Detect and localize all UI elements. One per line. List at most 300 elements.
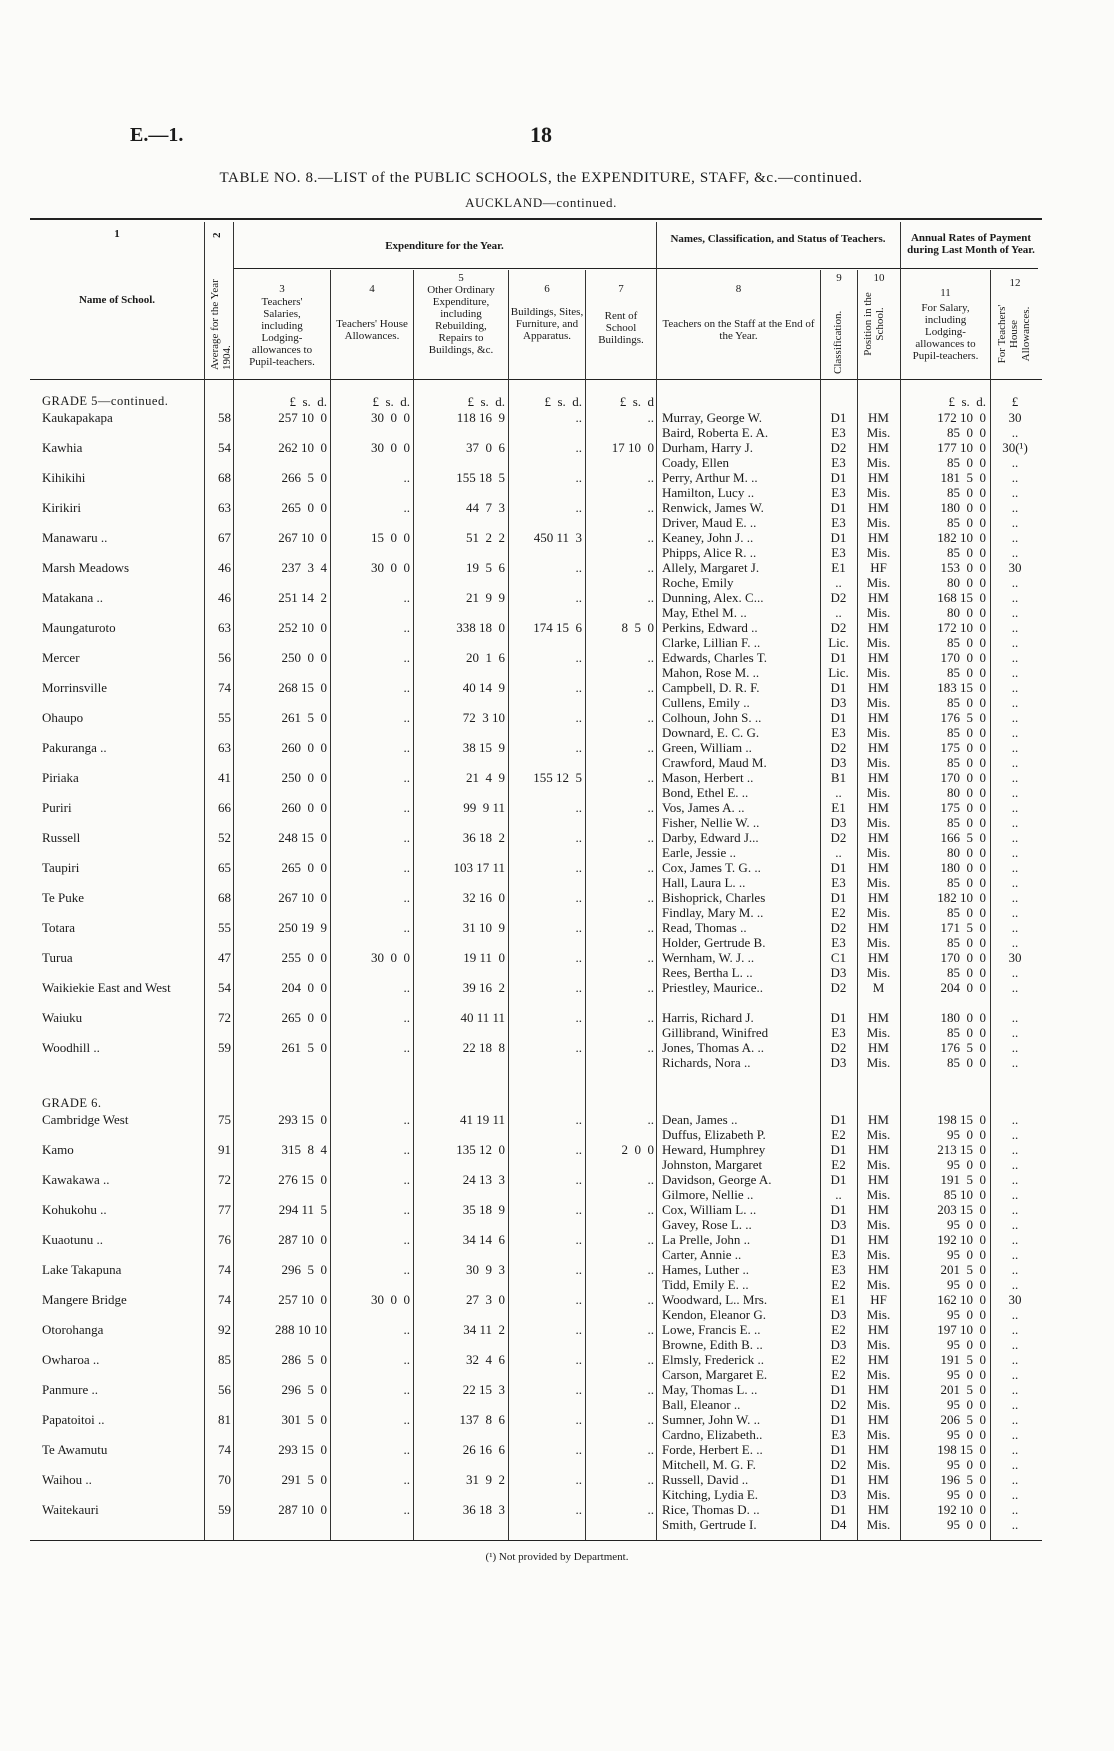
teacher-position: HM — [868, 440, 889, 455]
teacher-name: Allely, Margaret J. — [662, 560, 760, 575]
teacher-salary-rate: 213 15 0 — [937, 1142, 986, 1157]
teacher-classification: D2 — [830, 830, 847, 845]
col10-number: 10 — [873, 272, 885, 284]
teacher-name: Driver, Maud E. .. — [662, 515, 757, 530]
teacher-name: Cox, James T. G. .. — [662, 860, 761, 875]
house-allowances: .. — [403, 830, 410, 845]
house-allowances: .. — [403, 1322, 410, 1337]
teacher-salary-rate: 191 5 0 — [940, 1172, 986, 1187]
rent: 2 0 0 — [621, 1142, 654, 1157]
rent: .. — [647, 1202, 654, 1217]
teachers-salaries: 260 0 0 — [281, 740, 327, 755]
teacher-position: Mis. — [866, 815, 891, 830]
other-expenditure: 38 15 9 — [462, 740, 505, 755]
teacher-house-allowance-rate: .. — [1011, 500, 1019, 515]
school-name: Papatoitoi .. — [42, 1412, 105, 1427]
teacher-salary-rate: 180 0 0 — [940, 1010, 986, 1025]
teachers-salaries: 265 0 0 — [281, 1010, 327, 1025]
teacher-salary-rate: 176 5 0 — [940, 1040, 986, 1055]
teacher-salary-rate: 204 0 0 — [940, 980, 986, 995]
teacher-house-allowance-rate: .. — [1011, 590, 1019, 605]
teacher-classification: D2 — [830, 590, 847, 605]
average-attendance: 54 — [218, 440, 231, 455]
teacher-salary-rate: 95 0 0 — [947, 1307, 986, 1322]
teacher-position: Mis. — [866, 1055, 891, 1070]
average-attendance: 74 — [218, 1442, 231, 1457]
teacher-position: Mis. — [866, 1367, 891, 1382]
teacher-salary-rate: 85 0 0 — [947, 935, 986, 950]
teacher-salary-rate: 153 0 0 — [940, 560, 986, 575]
teachers-salaries: 291 5 0 — [281, 1472, 327, 1487]
teacher-salary-rate: 198 15 0 — [937, 1112, 986, 1127]
teacher-salary-rate: 85 0 0 — [947, 725, 986, 740]
house-allowances: 30 0 0 — [371, 950, 410, 965]
teacher-classification: E3 — [831, 455, 846, 470]
teacher-position: Mis. — [866, 605, 891, 620]
col-line — [990, 270, 991, 1540]
teacher-position: HM — [868, 1232, 889, 1247]
buildings-expenditure: .. — [575, 1142, 582, 1157]
teacher-name: Johnston, Margaret — [662, 1157, 763, 1172]
teacher-name: Hall, Laura L. .. — [662, 875, 746, 890]
teacher-name: Tidd, Emily E. .. — [662, 1277, 749, 1292]
school-name: Kaukapakapa — [42, 410, 113, 425]
teacher-name: Clarke, Lillian F. .. — [662, 635, 761, 650]
teachers-salaries: 294 11 5 — [278, 1202, 327, 1217]
other-expenditure: 19 5 6 — [466, 560, 505, 575]
average-attendance: 66 — [218, 800, 231, 815]
school-name: Lake Takapuna — [42, 1262, 122, 1277]
teacher-salary-rate: 203 15 0 — [937, 1202, 986, 1217]
teacher-position: HM — [868, 1442, 889, 1457]
teachers-salaries: 267 10 0 — [278, 890, 327, 905]
teachers-salaries: 251 14 2 — [278, 590, 327, 605]
col2-number: 2 — [211, 232, 223, 238]
teacher-salary-rate: 170 0 0 — [940, 650, 986, 665]
teacher-position: HF — [870, 560, 887, 575]
rent: .. — [647, 800, 654, 815]
teacher-position: HM — [868, 500, 889, 515]
buildings-expenditure: .. — [575, 470, 582, 485]
average-attendance: 63 — [218, 740, 231, 755]
house-allowances: .. — [403, 650, 410, 665]
buildings-expenditure: .. — [575, 1502, 582, 1517]
school-name: Russell — [42, 830, 81, 845]
col11-header: For Salary, including Lodging-allowances to Pupil-teachers. — [912, 302, 979, 362]
teachers-salaries: 296 5 0 — [281, 1382, 327, 1397]
average-attendance: 58 — [218, 410, 231, 425]
teacher-name: Fisher, Nellie W. .. — [662, 815, 760, 830]
teacher-classification: .. — [835, 845, 842, 860]
teacher-name: Hames, Luther .. — [662, 1262, 750, 1277]
teacher-position: Mis. — [866, 545, 891, 560]
teacher-salary-rate: 85 0 0 — [947, 965, 986, 980]
teacher-name: Gilmore, Nellie .. — [662, 1187, 754, 1202]
teacher-position: Mis. — [866, 845, 891, 860]
teachers-salaries: 250 0 0 — [281, 650, 327, 665]
buildings-expenditure: .. — [575, 950, 582, 965]
teacher-name: Gavey, Rose L. .. — [662, 1217, 752, 1232]
rent: 17 10 0 — [611, 440, 654, 455]
teacher-classification: D1 — [830, 1172, 847, 1187]
teacher-salary-rate: 206 5 0 — [940, 1412, 986, 1427]
house-allowances: 30 0 0 — [371, 1292, 410, 1307]
teacher-salary-rate: 172 10 0 — [937, 410, 986, 425]
bottom-rule — [30, 1540, 1042, 1541]
teacher-house-allowance-rate: .. — [1011, 665, 1019, 680]
teacher-salary-rate: 182 10 0 — [937, 890, 986, 905]
teacher-position: Mis. — [866, 635, 891, 650]
teacher-position: Mis. — [866, 1247, 891, 1262]
teacher-house-allowance-rate: .. — [1011, 1382, 1019, 1397]
buildings-expenditure: .. — [575, 890, 582, 905]
rent: .. — [647, 1352, 654, 1367]
unit-label: £ — [1011, 394, 1019, 409]
teacher-salary-rate: 85 0 0 — [947, 545, 986, 560]
school-name: Matakana .. — [42, 590, 104, 605]
teacher-name: Read, Thomas .. — [662, 920, 747, 935]
house-allowances: .. — [403, 800, 410, 815]
teachers-salaries: 237 3 4 — [281, 560, 327, 575]
teacher-position: HM — [868, 1142, 889, 1157]
teacher-house-allowance-rate: .. — [1011, 485, 1019, 500]
teacher-classification: E1 — [831, 800, 846, 815]
teacher-position: HM — [868, 1010, 889, 1025]
rent: .. — [647, 1292, 654, 1307]
other-expenditure: 21 4 9 — [466, 770, 505, 785]
teacher-classification: D1 — [830, 1382, 847, 1397]
teacher-house-allowance-rate: .. — [1011, 455, 1019, 470]
other-expenditure: 36 18 2 — [462, 830, 505, 845]
teacher-position: Mis. — [866, 1457, 891, 1472]
teachers-salaries: 265 0 0 — [281, 860, 327, 875]
teacher-position: Mis. — [866, 1127, 891, 1142]
rent: .. — [647, 470, 654, 485]
other-expenditure: 30 9 3 — [466, 1262, 505, 1277]
teacher-position: Mis. — [866, 455, 891, 470]
col-line — [585, 270, 586, 1540]
other-expenditure: 338 18 0 — [456, 620, 505, 635]
house-allowances: .. — [403, 770, 410, 785]
col8-number: 8 — [735, 283, 742, 295]
teacher-classification: D1 — [830, 1232, 847, 1247]
rent: .. — [647, 1010, 654, 1025]
teacher-salary-rate: 95 0 0 — [947, 1397, 986, 1412]
teacher-house-allowance-rate: .. — [1011, 635, 1019, 650]
teacher-salary-rate: 85 0 0 — [947, 695, 986, 710]
teacher-classification: D3 — [830, 755, 847, 770]
teacher-classification: E3 — [831, 1025, 846, 1040]
teacher-classification: D1 — [830, 500, 847, 515]
teacher-house-allowance-rate: .. — [1011, 785, 1019, 800]
teacher-salary-rate: 196 5 0 — [940, 1472, 986, 1487]
school-name: Turua — [42, 950, 73, 965]
school-name: Kuaotunu .. — [42, 1232, 104, 1247]
teacher-salary-rate: 176 5 0 — [940, 710, 986, 725]
school-name: Morrinsville — [42, 680, 107, 695]
teacher-salary-rate: 85 0 0 — [947, 455, 986, 470]
teacher-classification: E3 — [831, 425, 846, 440]
annual-header: Annual Rates of Payment during Last Month of Year. — [907, 232, 1035, 256]
average-attendance: 52 — [218, 830, 231, 845]
teacher-classification: D2 — [830, 920, 847, 935]
teacher-house-allowance-rate: .. — [1011, 650, 1019, 665]
teacher-salary-rate: 80 0 0 — [947, 605, 986, 620]
teacher-salary-rate: 170 0 0 — [940, 950, 986, 965]
teacher-name: Dean, James .. — [662, 1112, 738, 1127]
buildings-expenditure: .. — [575, 980, 582, 995]
house-allowances: .. — [403, 1442, 410, 1457]
teacher-classification: D3 — [830, 695, 847, 710]
teacher-classification: D2 — [830, 1397, 847, 1412]
teacher-name: Browne, Edith B. .. — [662, 1337, 763, 1352]
teacher-house-allowance-rate: .. — [1011, 1442, 1019, 1457]
rent: 8 5 0 — [621, 620, 654, 635]
teacher-classification: E3 — [831, 1262, 846, 1277]
teacher-salary-rate: 182 10 0 — [937, 530, 986, 545]
teacher-name: Cardno, Elizabeth.. — [662, 1427, 763, 1442]
table-title: TABLE NO. 8.—LIST of the PUBLIC SCHOOLS, the EXPENDITURE, STAFF, &c.—continued. — [219, 170, 863, 186]
other-expenditure: 103 17 11 — [453, 860, 505, 875]
teacher-name: Sumner, John W. .. — [662, 1412, 761, 1427]
col8-header: Teachers on the Staff at the End of the Year. — [662, 318, 815, 342]
teacher-classification: E2 — [831, 1322, 846, 1337]
teacher-name: Coady, Ellen — [662, 455, 730, 470]
buildings-expenditure: .. — [575, 410, 582, 425]
house-allowances: .. — [403, 890, 410, 905]
teacher-salary-rate: 168 15 0 — [937, 590, 986, 605]
teacher-salary-rate: 85 0 0 — [947, 665, 986, 680]
teacher-house-allowance-rate: .. — [1011, 815, 1019, 830]
teacher-house-allowance-rate: .. — [1011, 830, 1019, 845]
teacher-house-allowance-rate: .. — [1011, 1247, 1019, 1262]
teacher-classification: D1 — [830, 470, 847, 485]
teacher-name: Renwick, James W. — [662, 500, 764, 515]
teacher-salary-rate: 85 0 0 — [947, 815, 986, 830]
other-expenditure: 26 16 6 — [462, 1442, 505, 1457]
rent: .. — [647, 590, 654, 605]
teacher-name: Bishoprick, Charles — [662, 890, 766, 905]
teacher-salary-rate: 162 10 0 — [937, 1292, 986, 1307]
average-attendance: 68 — [218, 890, 231, 905]
annual-under-rule — [900, 268, 1038, 269]
expend-under-rule — [233, 268, 656, 269]
rent: .. — [647, 1112, 654, 1127]
teacher-position: HM — [868, 1502, 889, 1517]
teacher-house-allowance-rate: .. — [1011, 1457, 1019, 1472]
house-allowances: .. — [403, 1232, 410, 1247]
teacher-position: HM — [868, 1112, 889, 1127]
school-name: Waihou .. — [42, 1472, 92, 1487]
teacher-house-allowance-rate: .. — [1011, 1397, 1019, 1412]
average-attendance: 74 — [218, 1292, 231, 1307]
teacher-name: Carter, Annie .. — [662, 1247, 742, 1262]
teacher-name: Phipps, Alice R. .. — [662, 545, 757, 560]
teacher-position: HM — [868, 890, 889, 905]
other-expenditure: 36 18 3 — [462, 1502, 505, 1517]
top-rule — [30, 218, 1042, 220]
teacher-position: Mis. — [866, 575, 891, 590]
teacher-position: Mis. — [866, 1307, 891, 1322]
teacher-name: Rice, Thomas D. .. — [662, 1502, 760, 1517]
other-expenditure: 31 9 2 — [466, 1472, 505, 1487]
teacher-house-allowance-rate: .. — [1011, 1517, 1019, 1532]
teacher-name: Holder, Gertrude B. — [662, 935, 766, 950]
col10-header: Position in the School. — [862, 292, 886, 356]
rent: .. — [647, 980, 654, 995]
teacher-salary-rate: 201 5 0 — [940, 1262, 986, 1277]
other-expenditure: 155 18 5 — [456, 470, 505, 485]
rent: .. — [647, 1382, 654, 1397]
average-attendance: 92 — [218, 1322, 231, 1337]
school-name: Kohukohu .. — [42, 1202, 107, 1217]
teacher-position: HM — [868, 620, 889, 635]
teacher-classification: D1 — [830, 410, 847, 425]
teacher-salary-rate: 175 0 0 — [940, 800, 986, 815]
teacher-position: HM — [868, 1040, 889, 1055]
teacher-house-allowance-rate: .. — [1011, 1262, 1019, 1277]
teacher-classification: D3 — [830, 1337, 847, 1352]
teacher-name: Mitchell, M. G. F. — [662, 1457, 756, 1472]
teacher-salary-rate: 192 10 0 — [937, 1502, 986, 1517]
teacher-classification: D1 — [830, 530, 847, 545]
average-attendance: 70 — [218, 1472, 231, 1487]
school-name: Panmure .. — [42, 1382, 98, 1397]
col12-header: For Teachers' House Allowances. — [996, 304, 1032, 364]
teacher-house-allowance-rate: .. — [1011, 1217, 1019, 1232]
school-name: Otorohanga — [42, 1322, 104, 1337]
house-allowances: .. — [403, 1502, 410, 1517]
teacher-classification: E1 — [831, 1292, 846, 1307]
unit-label: £ s. d. — [289, 394, 327, 409]
buildings-expenditure: .. — [575, 560, 582, 575]
teachers-salaries: 265 0 0 — [281, 500, 327, 515]
teacher-position: HM — [868, 530, 889, 545]
teacher-house-allowance-rate: .. — [1011, 965, 1019, 980]
teacher-position: M — [872, 980, 885, 995]
teacher-classification: B1 — [830, 770, 847, 785]
average-attendance: 74 — [218, 1262, 231, 1277]
teachers-salaries: 301 5 0 — [281, 1412, 327, 1427]
teacher-position: Mis. — [866, 665, 891, 680]
teacher-house-allowance-rate: .. — [1011, 1322, 1019, 1337]
teacher-name: Priestley, Maurice.. — [662, 980, 763, 995]
teacher-salary-rate: 80 0 0 — [947, 845, 986, 860]
other-expenditure: 22 18 8 — [462, 1040, 505, 1055]
teacher-classification: D2 — [830, 1457, 847, 1472]
average-attendance: 47 — [218, 950, 231, 965]
teacher-house-allowance-rate: 30 — [1008, 560, 1022, 575]
average-attendance: 77 — [218, 1202, 231, 1217]
teacher-house-allowance-rate: .. — [1011, 845, 1019, 860]
rent: .. — [647, 1502, 654, 1517]
buildings-expenditure: .. — [575, 1262, 582, 1277]
teacher-position: HM — [868, 650, 889, 665]
teacher-salary-rate: 85 0 0 — [947, 1025, 986, 1040]
school-name: Pakuranga .. — [42, 740, 107, 755]
rent: .. — [647, 710, 654, 725]
teacher-name: Colhoun, John S. .. — [662, 710, 762, 725]
teacher-position: Mis. — [866, 725, 891, 740]
school-name: Kirikiri — [42, 500, 81, 515]
teachers-salaries: 287 10 0 — [278, 1502, 327, 1517]
teacher-name: Crawford, Maud M. — [662, 755, 767, 770]
buildings-expenditure: 174 15 6 — [533, 620, 582, 635]
teacher-position: Mis. — [866, 1337, 891, 1352]
teacher-house-allowance-rate: .. — [1011, 860, 1019, 875]
other-expenditure: 34 14 6 — [462, 1232, 505, 1247]
average-attendance: 68 — [218, 470, 231, 485]
teacher-classification: D1 — [830, 1112, 847, 1127]
teachers-salaries: 257 10 0 — [278, 410, 327, 425]
teacher-house-allowance-rate: .. — [1011, 770, 1019, 785]
other-expenditure: 22 15 3 — [462, 1382, 505, 1397]
other-expenditure: 137 8 6 — [459, 1412, 505, 1427]
house-allowances: .. — [403, 620, 410, 635]
teacher-salary-rate: 80 0 0 — [947, 785, 986, 800]
average-attendance: 74 — [218, 680, 231, 695]
school-name: Owharoa .. — [42, 1352, 100, 1367]
teachers-salaries: 315 8 4 — [281, 1142, 327, 1157]
rent: .. — [647, 1232, 654, 1247]
teacher-house-allowance-rate: .. — [1011, 575, 1019, 590]
teachers-salaries: 276 15 0 — [278, 1172, 327, 1187]
teachers-salaries: 250 19 9 — [278, 920, 327, 935]
school-name: Waiuku — [42, 1010, 83, 1025]
col9-number: 9 — [836, 272, 842, 284]
teacher-house-allowance-rate: .. — [1011, 1337, 1019, 1352]
teacher-house-allowance-rate: .. — [1011, 695, 1019, 710]
col11-number: 11 — [940, 287, 951, 299]
school-name: Te Awamutu — [42, 1442, 108, 1457]
teacher-house-allowance-rate: .. — [1011, 710, 1019, 725]
teacher-name: Kendon, Eleanor G. — [662, 1307, 766, 1322]
average-attendance: 85 — [218, 1352, 231, 1367]
teacher-position: HM — [868, 710, 889, 725]
buildings-expenditure: 155 12 5 — [533, 770, 582, 785]
teacher-house-allowance-rate: .. — [1011, 920, 1019, 935]
rent: .. — [647, 830, 654, 845]
rent: .. — [647, 920, 654, 935]
buildings-expenditure: .. — [575, 1352, 582, 1367]
teacher-position: Mis. — [866, 935, 891, 950]
buildings-expenditure: 450 11 3 — [533, 530, 582, 545]
teacher-house-allowance-rate: .. — [1011, 1277, 1019, 1292]
teacher-classification: D1 — [830, 1442, 847, 1457]
teacher-house-allowance-rate: 30 — [1008, 410, 1022, 425]
teacher-classification: D2 — [830, 740, 847, 755]
rent: .. — [647, 1172, 654, 1187]
teacher-position: Mis. — [866, 1217, 891, 1232]
teacher-salary-rate: 95 0 0 — [947, 1487, 986, 1502]
teacher-classification: D3 — [830, 815, 847, 830]
house-allowances: .. — [403, 710, 410, 725]
teacher-classification: D1 — [830, 1142, 847, 1157]
school-name: Kawakawa .. — [42, 1172, 110, 1187]
teacher-name: Heward, Humphrey — [662, 1142, 766, 1157]
teacher-house-allowance-rate: .. — [1011, 1172, 1019, 1187]
teachers-salaries: 250 0 0 — [281, 770, 327, 785]
buildings-expenditure: .. — [575, 1010, 582, 1025]
teacher-name: Cox, William L. .. — [662, 1202, 757, 1217]
teacher-house-allowance-rate: .. — [1011, 1502, 1019, 1517]
school-name: Kihikihi — [42, 470, 86, 485]
teacher-classification: Lic. — [828, 665, 849, 680]
teachers-salaries: 204 0 0 — [281, 980, 327, 995]
teacher-salary-rate: 201 5 0 — [940, 1382, 986, 1397]
school-name: Kawhia — [42, 440, 83, 455]
teacher-position: HM — [868, 1412, 889, 1427]
